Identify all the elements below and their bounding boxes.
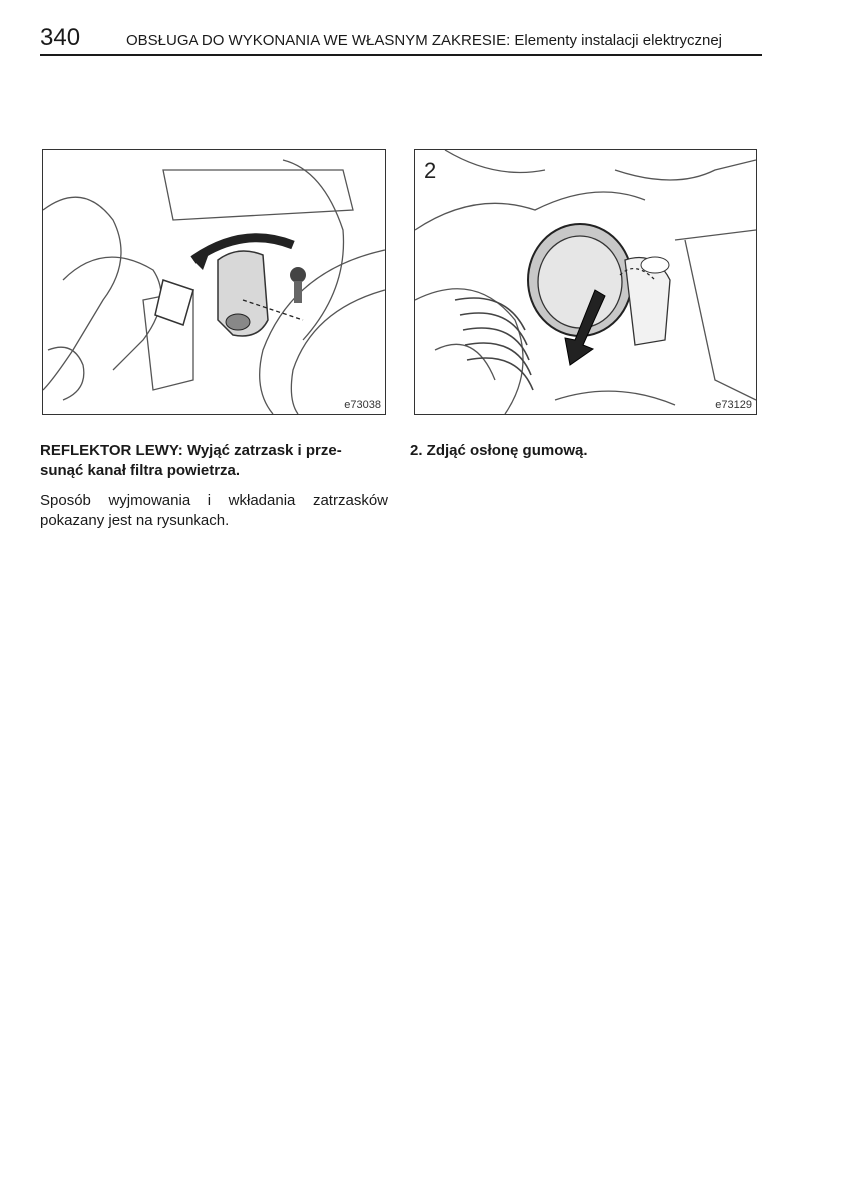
caption-left-bold [40,441,388,481]
caption-left-bold-line-2: sunąć kanał filtra powietrza. [40,462,241,479]
headlight-clip-removal-illustration [43,150,385,414]
rubber-cover-removal-illustration [415,150,756,414]
page-number: 340 [40,24,81,51]
caption-left [40,441,388,531]
caption-left-body: Sposób wyjmowania i wkładania zatrzasków pokazany jest na rysunkach. [40,492,388,529]
caption-right: 2. Zdjąć osłonę gumową. [410,442,588,459]
figure-code: e73129 [715,399,752,411]
running-header-title: OBSŁUGA DO WYKONANIA WE WŁASNYM ZAKRESIE: Elementy instalacji elektrycznej [126,32,722,49]
page-header [40,24,762,56]
figure-left [42,149,386,415]
figure-step-number: 2 [424,158,437,183]
caption-left-bold-line-1: REFLEKTOR LEWY: Wyjąć zatrzask i prze- [40,442,342,459]
figure-code: e73038 [344,399,381,411]
figure-right [414,149,757,415]
